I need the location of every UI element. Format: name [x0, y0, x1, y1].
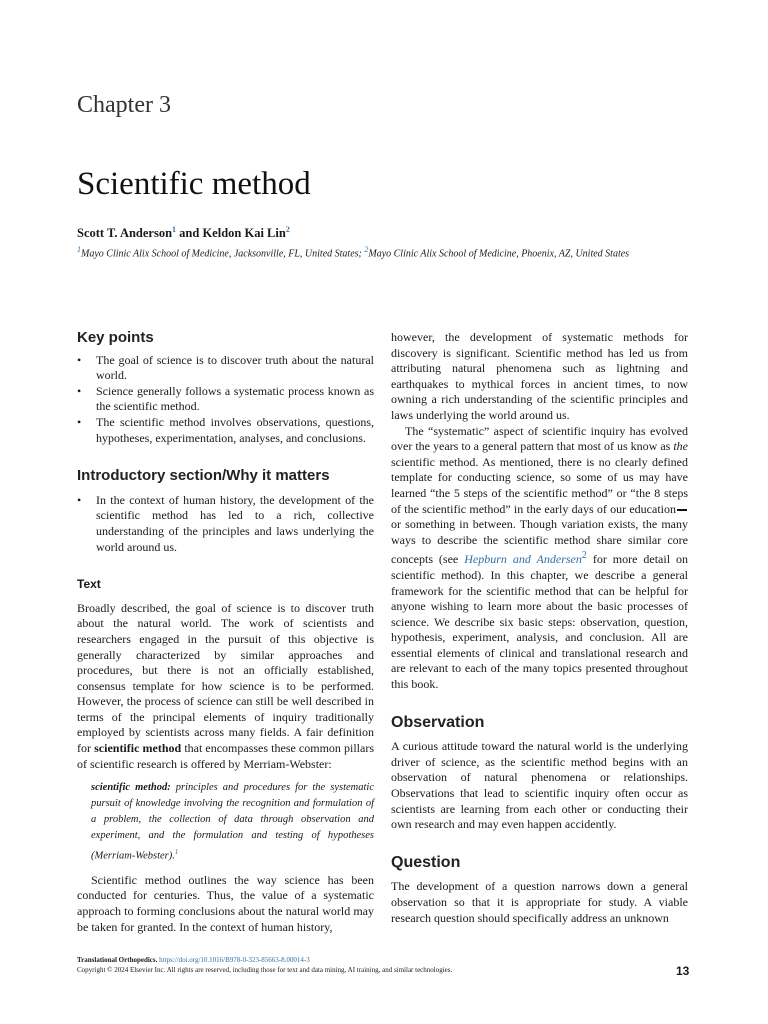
paragraph: A curious attitude toward the natural world is the underlying driver of science, as the scientific method begins with an observation of natural phenomena or relationships. Observations that lead to scientific inquiry often occur as scientists are learning from each other or conducting their own research and may even happen accidently. — [391, 739, 688, 832]
left-column — [77, 330, 374, 935]
key-points-heading: Key points — [77, 329, 154, 346]
author-1-sup[interactable]: 1 — [172, 225, 177, 234]
affil-sup-1: 1 — [77, 245, 81, 254]
list-item: • The goal of science is to discover truth about the natural world. — [77, 353, 374, 384]
list-item: • In the context of human history, the development of the scientific method has led to a rich, collective understanding of the principles and laws underlying the world around us. — [77, 493, 374, 555]
paragraph-text: The “systematic” aspect of scientific inquiry has evolved over the years to a general pattern that most of us know as — [391, 423, 688, 454]
doi-link[interactable]: https://doi.org/10.1016/B978-0-323-85663-8.00014-3 — [159, 956, 310, 964]
intro-heading: Introductory section/Why it matters — [77, 467, 330, 485]
author-1: Scott T. Anderson — [77, 226, 173, 241]
paragraph: however, the development of systematic methods for discovery is significant. Scientific method has led us from attributing natural phenomena such as lightning and earthquakes to mythical forces in ancient times, to now owning a rich understanding of the scientific principles and laws underlying the world around us. — [391, 330, 688, 422]
citation-2[interactable]: 2 — [581, 550, 587, 562]
affiliation-1: Mayo Clinic Alix School of Medicine, Jacksonville, FL, United States; — [81, 248, 362, 260]
paragraph: Scientific method outlines the way science has been conducted for centuries. Thus, the value of a systematic approach to forming conclusions about the natural world may be taken for granted. In the context of human history, — [77, 872, 374, 934]
definition-block — [91, 780, 374, 865]
paragraph-text: scientific method. As mentioned, there is no clearly defined template for conducting science, so some of us may have learned “the 5 steps of the scientific method” or “the 8 steps of the scientific method” in the early days of our education — [391, 454, 688, 516]
key-points-list — [77, 353, 374, 447]
reference-link[interactable]: Hepburn and Andersen — [464, 552, 582, 567]
paragraph-text: or something in between. Though variation exists, the many ways to describe the scientific method share similar core concepts (see — [391, 517, 688, 567]
em-dash — [677, 509, 687, 511]
affiliation-2: Mayo Clinic Alix School of Medicine, Phoenix, AZ, United States — [368, 248, 630, 260]
definition-text: principles and procedures for the systematic pursuit of knowledge involving the recognition and formulation of a problem, the collection of data through observation and experiment, and the formulation and testing of hypotheses (Merriam-Webster). — [91, 782, 374, 862]
affiliations — [77, 245, 697, 259]
term-scientific-method: scientific method — [94, 741, 182, 756]
journal-name: Translational Orthopedics. — [77, 956, 158, 964]
chapter-label: Chapter 3 — [77, 92, 171, 118]
paragraph-text: Broadly described, the goal of science is to discover truth about the natural world. The work of scientists and researchers engaged in the pursuit of this objective is generally characterized by similar approaches and procedures, but there is not an officially established, consensus template for how science is to be performed. However, the process of science can still be well described in terms of the principal elements of inquiry traditionally employed by scientists across many fields. A fair definition for — [77, 600, 374, 756]
list-item: • Science generally follows a systematic process known as the scientific method. — [77, 384, 374, 415]
author-2-sup[interactable]: 2 — [285, 225, 290, 234]
paragraph — [391, 424, 688, 693]
chapter-title: Scientific method — [77, 166, 311, 202]
copyright: Copyright © 2024 Elsevier Inc. All rights are reserved, including those for text and data mining, AI training, and similar technologies. — [77, 966, 453, 974]
paragraph: The development of a question narrows down a general observation so that it is appropriate for study. A viable research question should specifically address an unknown — [391, 879, 688, 925]
page-number: 13 — [676, 964, 690, 978]
definition-term: scientific method: — [91, 782, 171, 794]
intro-list — [77, 493, 374, 555]
citation-1[interactable]: 1 — [174, 848, 179, 857]
emphasis-the: the — [673, 439, 689, 454]
list-item: • The scientific method involves observations, questions, hypotheses, experimentation, analyses, and conclusions. — [77, 415, 374, 446]
footer — [77, 955, 697, 975]
question-heading: Question — [391, 853, 461, 871]
paragraph-text: for more detail on scientific method). In this chapter, we describe a general framework for the scientific method that can be helpful for anyone wishing to learn more about the basic processes of science. We describe six basic steps: observation, question, hypothesis, experiment, analysis, and conclusion. All are essential elements of clinical and translational research and are relevant to each of the many topics presented throughout this book. — [391, 552, 688, 692]
authors — [77, 225, 290, 241]
text-heading: Text — [77, 577, 101, 592]
right-column — [391, 330, 688, 926]
observation-heading: Observation — [391, 713, 485, 731]
author-2: and Keldon Kai Lin — [179, 226, 286, 241]
affil-sup-2: 2 — [364, 245, 369, 254]
paragraph — [77, 601, 374, 773]
paragraph-text: that encompasses these common pillars of scientific research is offered by Merriam-Webster: — [77, 741, 375, 771]
